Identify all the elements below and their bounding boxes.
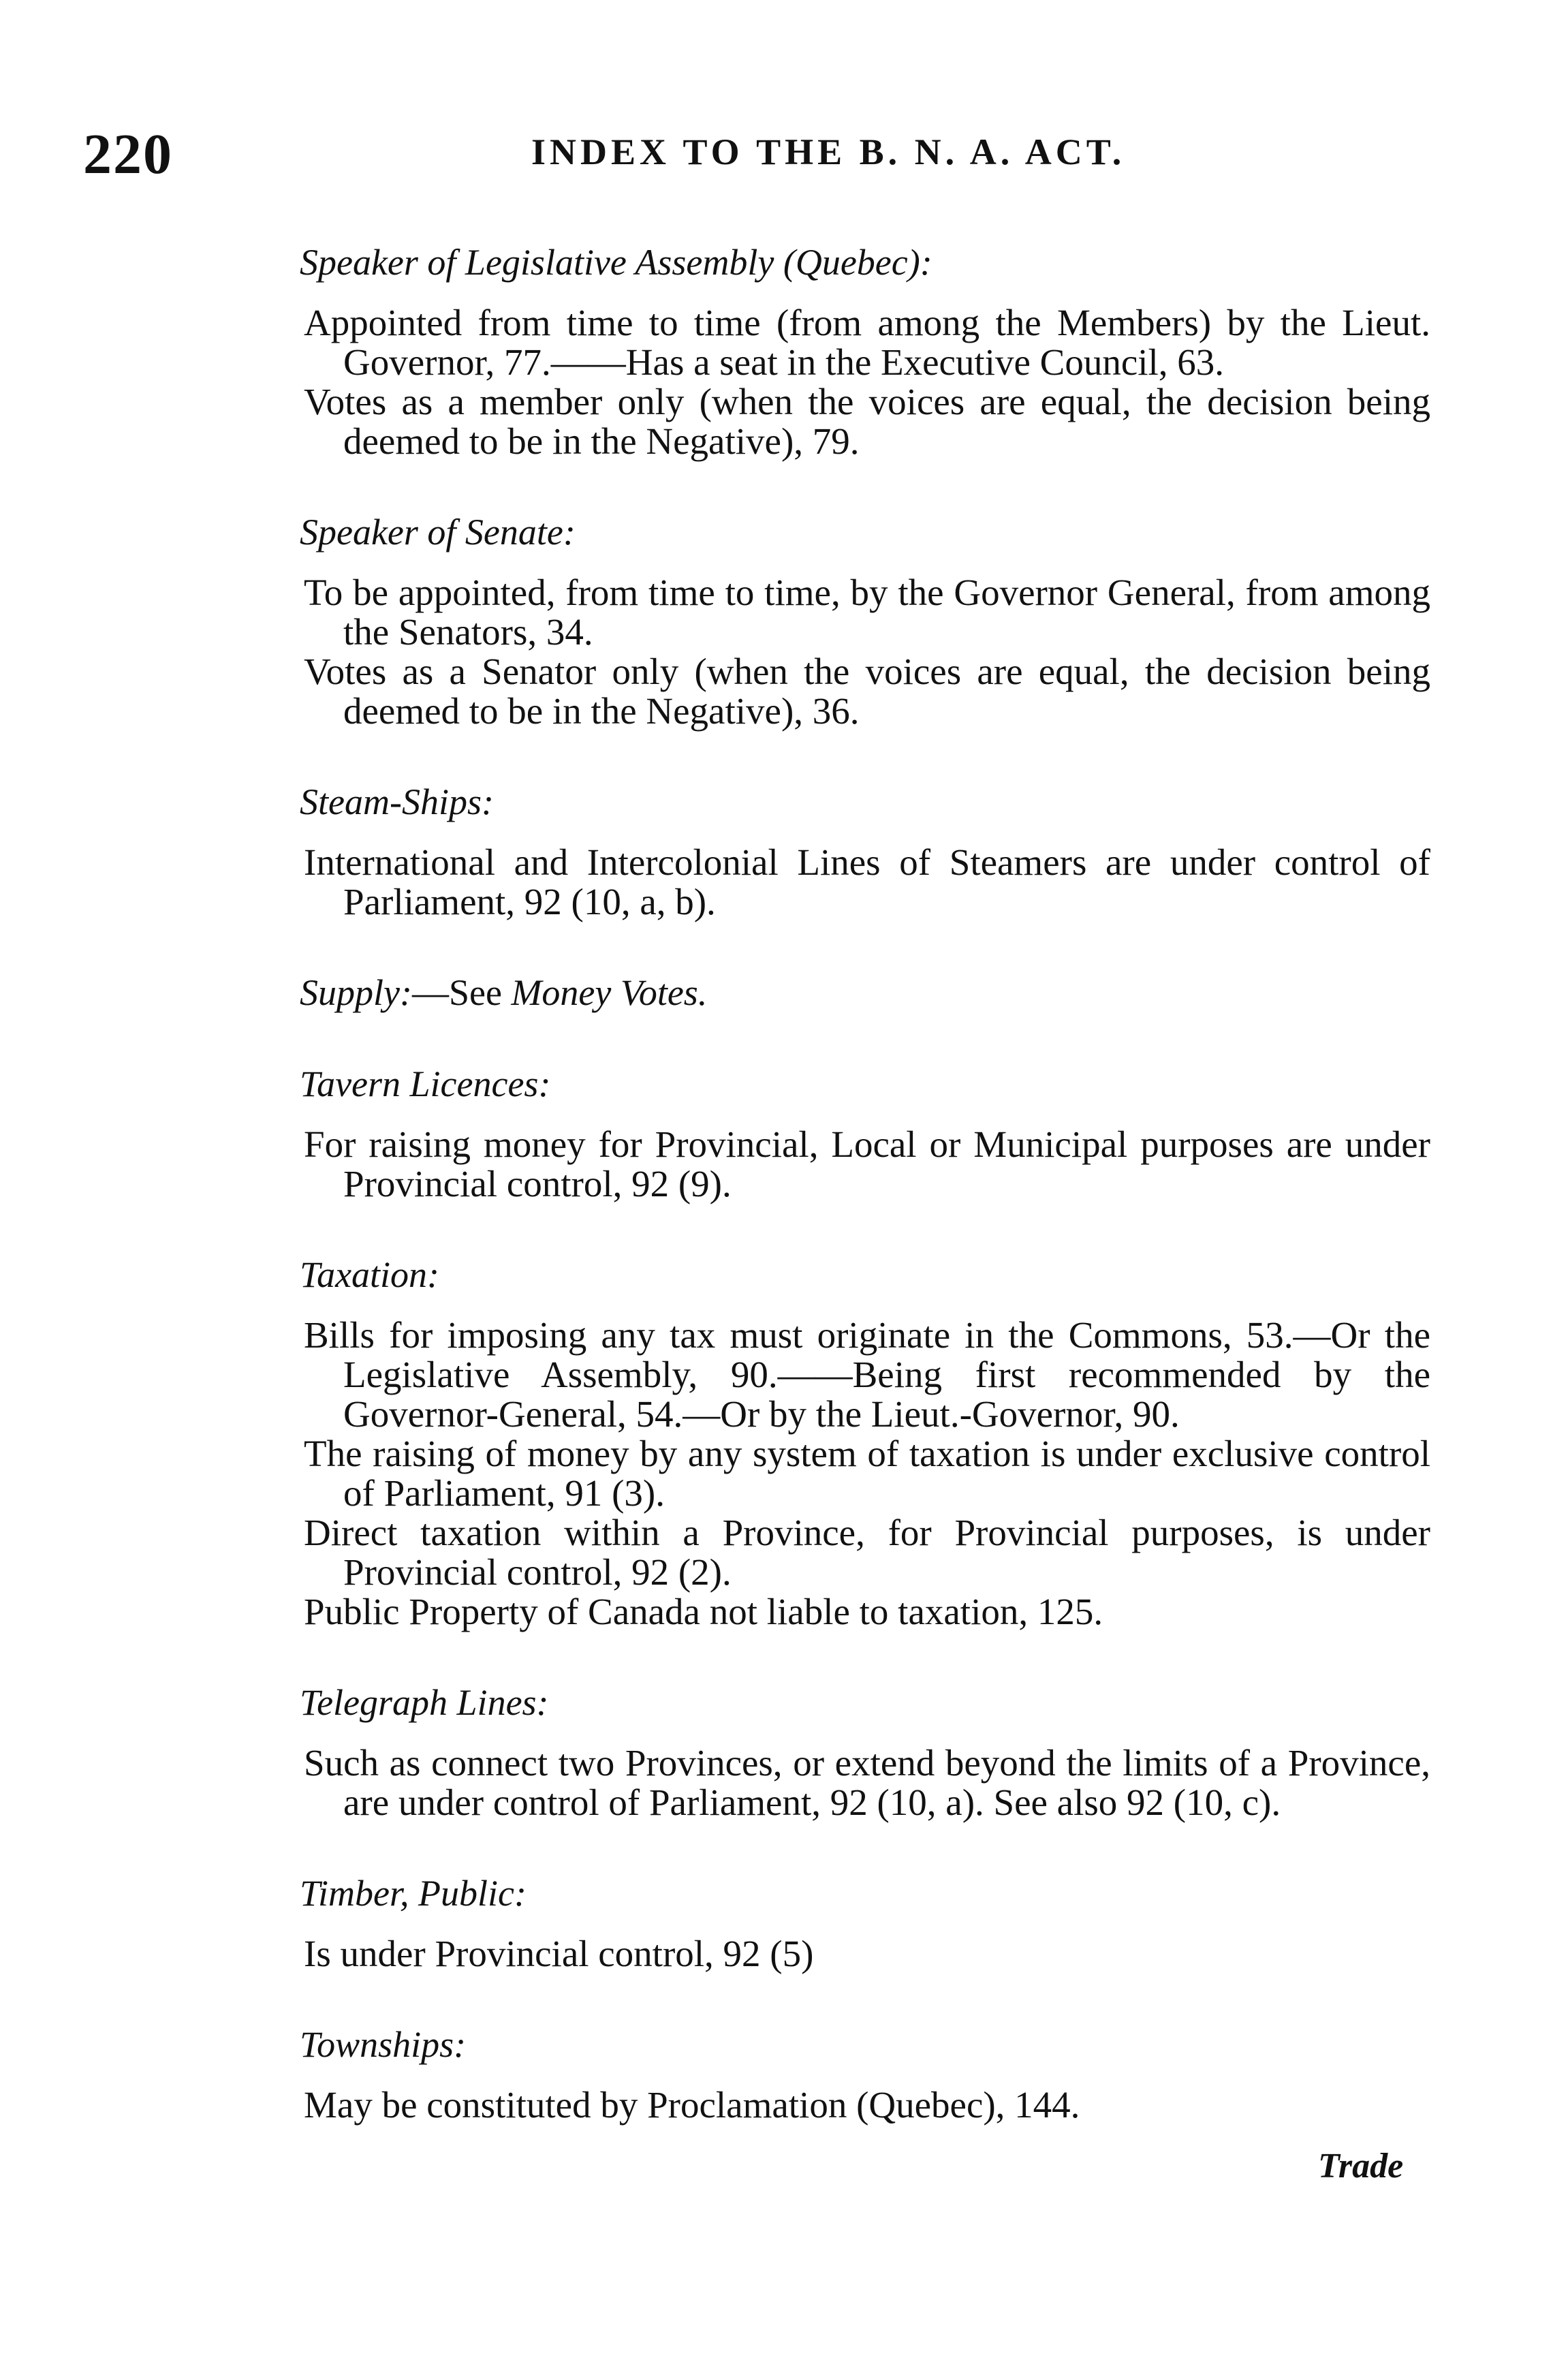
index-entry: [300, 781, 1430, 922]
entry-heading: Taxation:: [300, 1254, 440, 1295]
entry-heading: Timber, Public:: [300, 1873, 527, 1914]
entry-heading: Steam-Ships:: [300, 781, 494, 822]
index-entry: [300, 512, 1430, 731]
entry-heading: Telegraph Lines:: [300, 1682, 549, 1723]
entry-heading: Tavern Licences:: [300, 1063, 551, 1104]
entry-subentry: Bills for imposing any tax must originate in the Commons, 53.—Or the Legislative Assembly, 90.——Being first recommended by the Governor-General, 54.—Or by the Lieut.-Governor, 90.: [304, 1314, 1430, 1435]
entry-subentry: Appointed from time to time (from among the Members) by the Lieut. Governor, 77.——Has a seat in the Executive Council, 63.: [304, 302, 1430, 383]
index-entry: [300, 1873, 1430, 1974]
see-reference-label: —See: [411, 972, 502, 1013]
entry-heading-text: Supply:: [300, 972, 412, 1013]
entry-subentry: International and Intercolonial Lines of Steamers are under control of Parliament, 92 (10, a, b).: [304, 841, 1430, 922]
index-entry: [300, 1063, 1430, 1204]
entry-subentry: May be constituted by Proclamation (Quebec), 144.: [304, 2084, 1080, 2126]
entry-subentry: Such as connect two Provinces, or extend beyond the limits of a Province, are under control of Parliament, 92 (10, a). See also 92 (10, c).: [304, 1742, 1430, 1823]
index-entry: [300, 1254, 1430, 1632]
entry-heading: Speaker of Senate:: [300, 512, 576, 553]
catchword: Trade: [1318, 2147, 1404, 2186]
entry-subentry: To be appointed, from time to time, by the Governor General, from among the Senators, 34.: [304, 572, 1430, 653]
index-entry: [300, 972, 1430, 1013]
see-reference-target: Money Votes.: [511, 972, 708, 1013]
index-entry: [300, 1682, 1430, 1822]
entry-subentry: For raising money for Provincial, Local or Municipal purposes are under Provincial control, 92 (9).: [304, 1123, 1430, 1204]
page-number: 220: [83, 123, 173, 186]
entry-subentry: The raising of money by any system of taxation is under exclusive control of Parliament, 91 (3).: [304, 1433, 1430, 1514]
entry-subentry: Votes as a Senator only (when the voices are equal, the decision being deemed to be in the Negative), 36.: [304, 651, 1430, 732]
entry-subentry: Is under Provincial control, 92 (5): [304, 1933, 814, 1974]
index-entries: [300, 242, 1430, 2175]
entry-subentry: Votes as a member only (when the voices are equal, the decision being deemed to be in the Negative), 79.: [304, 381, 1430, 462]
entry-subentry: Direct taxation within a Province, for Provincial purposes, is under Provincial control, 92 (2).: [304, 1512, 1430, 1593]
entry-heading: Speaker of Legislative Assembly (Quebec):: [300, 242, 932, 283]
entry-subentry: Public Property of Canada not liable to taxation, 125.: [304, 1591, 1103, 1632]
page-header: [0, 121, 1568, 189]
entry-heading: Townships:: [300, 2024, 467, 2065]
index-entry: [300, 2024, 1430, 2125]
index-entry: [300, 242, 1430, 461]
entry-heading: [300, 972, 1430, 1013]
running-title: INDEX TO THE B. N. A. ACT.: [531, 131, 1126, 172]
